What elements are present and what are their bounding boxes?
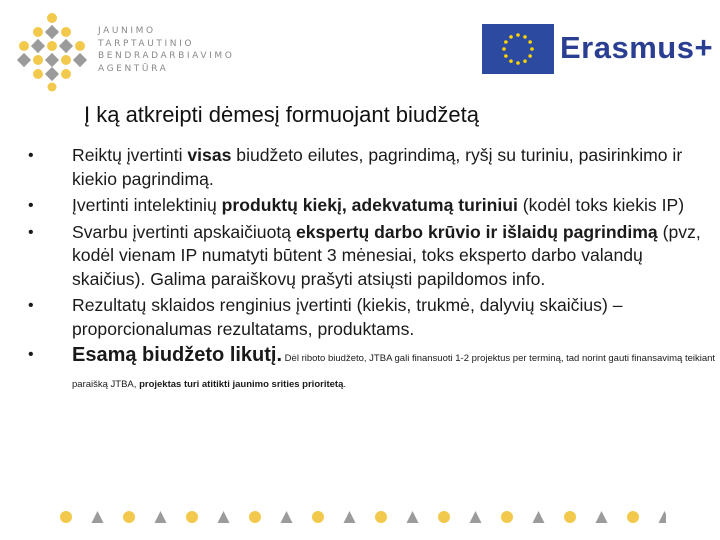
footer-dot-icon [501, 511, 513, 523]
bullet-text: Įvertinti intelektinių [72, 195, 222, 215]
eu-star-icon [530, 47, 534, 51]
list-item [28, 221, 718, 292]
agency-name [98, 25, 234, 75]
agency-name-line: TARPTAUTINIO [98, 38, 195, 49]
bullet-text: (kodėl toks kiekis IP) [517, 195, 685, 215]
bullet-text: (pvz, kodėl vienam IP numatyti būtent 3 mėnesiai, toks eksperto darbo valandų skaičius). Galima paraiškovų prašyti atsiųsti papildomos info. [72, 221, 701, 289]
bullet-text: biudžeto eilutes, pagrindimą, ryšį su turiniu, pasirinkimo ir kiekio pagrindimą. [72, 145, 683, 189]
bullet-bold-text: visas [187, 145, 232, 165]
list-item [28, 194, 718, 218]
bullet-dot: • [28, 223, 34, 241]
eu-star-icon [528, 40, 532, 44]
eu-star-icon [509, 35, 513, 39]
footer-dot-icon [438, 511, 450, 523]
eu-star-icon [516, 61, 520, 65]
eu-star-icon [528, 54, 532, 58]
eu-star-icon [523, 59, 527, 63]
footer-dot-icon [186, 511, 198, 523]
agency-name-line: JAUNIMO [98, 26, 156, 36]
footer-dot-icon [123, 511, 135, 523]
footer-dot-icon [60, 511, 72, 523]
footer-dot-icon [627, 511, 639, 523]
bullet-text: Reiktų įvertinti [72, 145, 188, 165]
bullet-dot: • [28, 346, 34, 363]
page-title: Į ką atkreipti dėmesį formuojant biudžetą [84, 102, 479, 127]
eu-star-icon [523, 35, 527, 39]
footer-dot-icon [249, 511, 261, 523]
eu-star-icon [509, 59, 513, 63]
bullet-small-part: . [343, 379, 346, 390]
footer-dot-icon [375, 511, 387, 523]
agency-logo-icon [12, 12, 92, 92]
bullet-dot: • [28, 297, 34, 314]
footer-triangle-icon [344, 511, 356, 523]
eu-star-icon [502, 47, 506, 51]
bullet-text: Rezultatų sklaidos renginius įvertinti (kiekis, trukmė, dalyvių skaičius) – proporcionalumas rezultatams, produktams. [72, 295, 623, 339]
erasmus-label: Erasmus+ [560, 30, 714, 65]
bullet-dot: • [28, 147, 34, 164]
footer-dots-triangles-icon [56, 508, 666, 526]
bullet-bold-text: ekspertų darbo krūvio ir išlaidų pagrindimą [295, 221, 658, 242]
bullet-bold-text: produktų kiekį, adekvatumą turiniui [221, 195, 518, 215]
agency-name-line: BENDRADARBIAVIMO [98, 51, 235, 61]
bullet-small-bold: projektas turi atitikti jaunimo srities prioritetą [139, 379, 344, 390]
agency-name-line: AGENTŪRA [98, 63, 169, 74]
bullet-dot: • [28, 197, 34, 214]
footer-triangle-icon [155, 511, 167, 523]
footer-triangle-icon [407, 511, 419, 523]
bullet-text: Svarbu įvertinti apskaičiuotą [72, 221, 296, 242]
bullet-heading: Esamą biudžeto likutį. [72, 344, 283, 366]
eu-star-icon [516, 33, 520, 37]
list-item-budget-remainder [28, 344, 718, 396]
footer-triangle-icon [470, 511, 482, 523]
footer-triangle-icon [218, 511, 230, 523]
footer-triangle-icon [92, 511, 104, 523]
footer-triangle-icon [533, 511, 545, 523]
footer-triangle-icon [281, 511, 293, 523]
footer-dot-icon [312, 511, 324, 523]
bullet-small-part: Dėl riboto biudžeto, JTBA gali finansuoti 1-2 projektus per terminą, tad norint gauti finansavimą teikiant paraišką JTBA, [72, 353, 716, 390]
eu-flag-icon [482, 24, 554, 74]
footer-decoration [56, 508, 666, 526]
eu-star-icon [504, 54, 508, 58]
list-item [28, 294, 718, 341]
list-item [28, 144, 718, 191]
footer-dot-icon [564, 511, 576, 523]
bullet-list [28, 144, 718, 399]
footer-triangle-icon [659, 511, 667, 523]
footer-triangle-icon [596, 511, 608, 523]
eu-star-icon [504, 40, 508, 44]
